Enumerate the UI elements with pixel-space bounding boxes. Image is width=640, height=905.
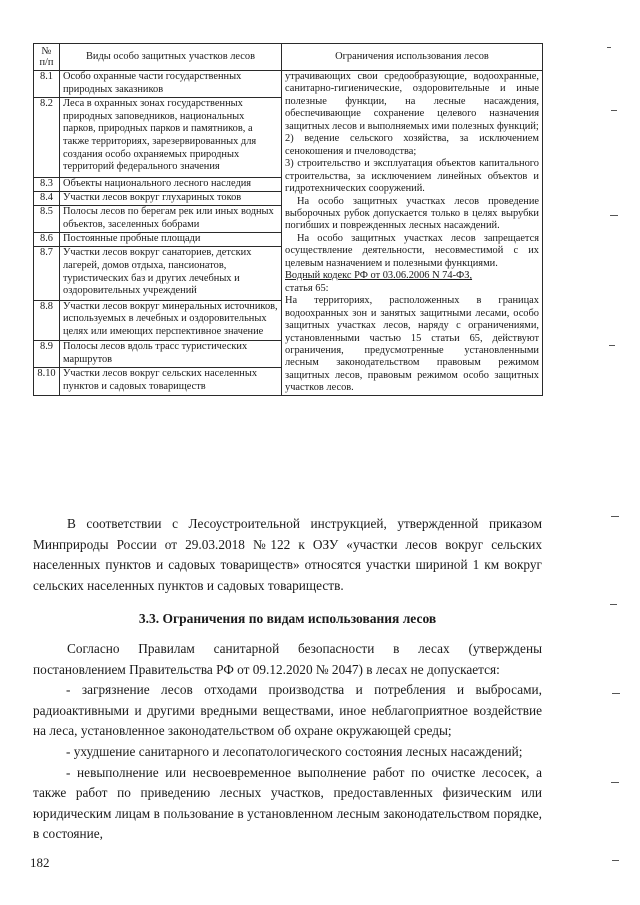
table-row — [34, 71, 543, 98]
water-code-link: Водный кодекс РФ от 03.06.2006 N 74-ФЗ, — [285, 270, 473, 282]
restriction-paragraph: 2) ведение сельского хозяйства, за исключением сенокошения и пчеловодства; — [285, 133, 539, 157]
paragraph-ozu-definition: В соответствии с Лесоустроительной инструкцией, утвержденной приказом Минприроды России от 29.03.2018 №122 к ОЗУ «участки лесов вокруг сельских населенных пунктов и садовых товариществ» относятся участки шириной 1 км вокруг сельских населенных пунктов и садовых товариществ. — [33, 516, 542, 593]
row-number: 8.8 — [34, 300, 60, 340]
section-heading: 3.3. Ограничения по видам использования лесов — [138, 611, 437, 626]
law-article: статья 65: — [285, 282, 329, 294]
scan-edge-mark — [610, 604, 617, 605]
restriction-paragraph: На территориях, расположенных в границах водоохранных зон и занятых защитными лесами, особо защитных участках лесов, наряду с ограничениями, установленными частью 15 статьи 65, действуют ограничения, предусмотренные установленными лесным законодательством правовым режимом защитных лесов, правовым режимом особо защитных участков лесов. — [285, 295, 539, 394]
header-forest-types: Виды особо защитных участков лесов — [60, 44, 282, 71]
scan-edge-mark — [611, 516, 619, 517]
row-number: 8.3 — [34, 177, 60, 191]
page-number: 182 — [30, 855, 50, 870]
scan-edge-mark — [612, 693, 620, 694]
row-forest-type: Полосы лесов вдоль трасс туристических маршрутов — [60, 341, 282, 368]
scan-edge-mark — [610, 215, 618, 216]
restriction-paragraph: 3) строительство и эксплуатация объектов капитального строительства, за исключением линейных объектов и гидротехнических сооружений. — [285, 158, 539, 195]
row-number: 8.7 — [34, 247, 60, 300]
list-item: - загрязнение лесов отходами производства и потребления и выбросами, радиоактивными и другими вредными веществами, иное неблагоприятное воздействие на леса, установленное законодательством об охране окружающей среды; — [33, 682, 542, 739]
header-number: № п/п — [34, 44, 60, 71]
scan-edge-mark — [609, 345, 615, 346]
paragraph-sanitary-rules: Согласно Правилам санитарной безопасности в лесах (утверждены постановлением Правительства РФ от 09.12.2020 № 2047) в лесах не допускается: — [33, 641, 542, 677]
row-number: 8.6 — [34, 233, 60, 247]
restrictions-cell — [282, 71, 543, 396]
row-forest-type: Особо охранные части государственных природных заказников — [60, 71, 282, 98]
scan-edge-mark — [607, 47, 611, 48]
scan-edge-mark — [612, 860, 619, 861]
restriction-paragraph: На особо защитных участках лесов проведение выборочных рубок допускается только в целях вырубки погибших и поврежденных лесных насаждений. — [285, 195, 539, 232]
row-forest-type: Участки лесов вокруг минеральных источников, используемых в лечебных и оздоровительных целях или имеющих перспективное значение — [60, 300, 282, 340]
row-number: 8.9 — [34, 341, 60, 368]
row-number: 8.5 — [34, 206, 60, 233]
list-item: - невыполнение или несвоевременное выполнение работ по очистке лесосек, а также работ по приведению лесных участков, предоставленных физическим или юридическим лицам в пользование в установленном лесным законодательством порядке, в состояние, — [33, 764, 542, 842]
scan-edge-mark — [611, 110, 617, 111]
restriction-paragraph: На особо защитных участках лесов запрещается осуществление деятельности, несовместимой с их целевым назначением и полезными функциями. — [285, 232, 539, 269]
row-forest-type: Объекты национального лесного наследия — [60, 177, 282, 191]
row-forest-type: Постоянные пробные площади — [60, 233, 282, 247]
row-forest-type: Леса в охранных зонах государственных природных заповедников, национальных парков, природных парков и памятников, а также территориях, зарезервированных для создания особо охраняемых природных территорий федерального значения — [60, 98, 282, 178]
row-forest-type: Полосы лесов по берегам рек или иных водных объектов, заселенных бобрами — [60, 206, 282, 233]
table-header-row — [34, 44, 543, 71]
row-number: 8.4 — [34, 191, 60, 205]
list-item: - ухудшение санитарного и лесопатологического состояния лесных насаждений; — [66, 743, 523, 759]
row-number: 8.10 — [34, 368, 60, 395]
sanitary-rules-section — [33, 639, 542, 845]
row-forest-type: Участки лесов вокруг санаториев, детских лагерей, домов отдыха, пансионатов, туристических баз и других лечебных и оздоровительных учреждений — [60, 247, 282, 300]
row-number: 8.2 — [34, 98, 60, 178]
row-forest-type: Участки лесов вокруг сельских населенных пунктов и садовых товариществ — [60, 368, 282, 395]
row-forest-type: Участки лесов вокруг глухариных токов — [60, 191, 282, 205]
header-restrictions: Ограничения использования лесов — [282, 44, 543, 71]
scan-edge-mark — [611, 782, 619, 783]
restrictions-table — [33, 43, 543, 396]
row-number: 8.1 — [34, 71, 60, 98]
restriction-paragraph: утрачивающих свои средообразующие, водоохранные, санитарно-гигиенические, оздоровительные и иные полезные функции, на лесные насаждения, обеспечивающие сохранение целевого назначения защитных лесов и выполняемых ими полезных функций; — [285, 71, 539, 132]
